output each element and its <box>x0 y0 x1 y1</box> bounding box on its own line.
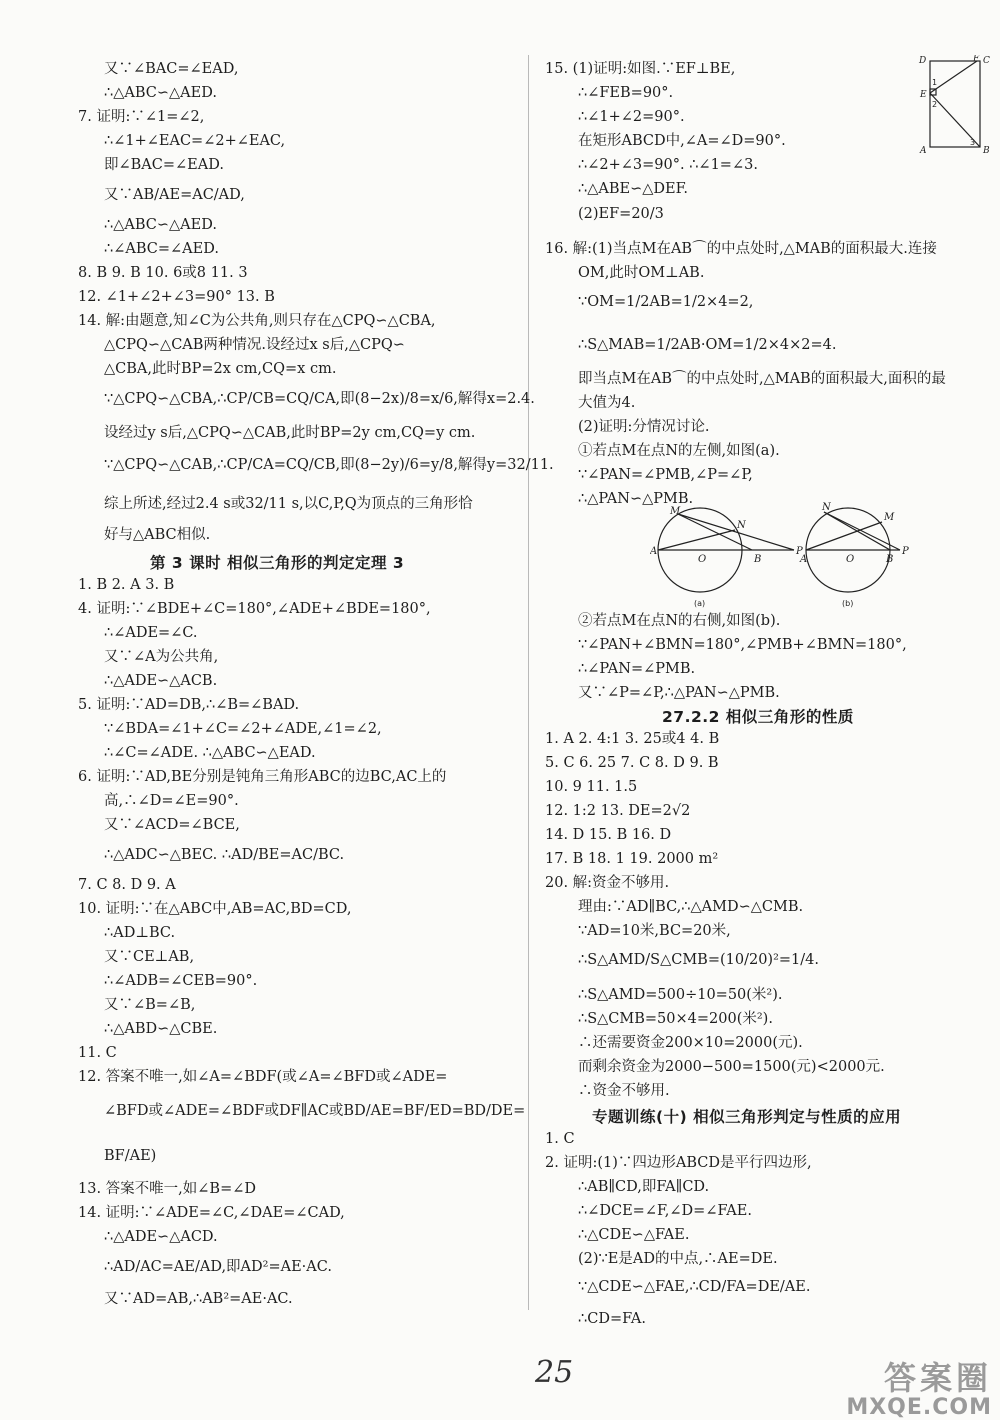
label-O-a: O <box>698 554 707 565</box>
text-line: ∴资金不够用. <box>578 1083 670 1099</box>
answer-line: 10. 9 11. 1.5 <box>545 779 638 795</box>
page-number: 25 <box>535 1355 574 1390</box>
caption-a: (a) <box>694 599 706 608</box>
text-line: ∴CD=FA. <box>578 1311 646 1327</box>
text-line: ∵∠PAN=∠PMB,∠P=∠P, <box>578 467 753 483</box>
text-line: △CBA,此时BP=2x cm,CQ=x cm. <box>104 361 337 377</box>
text-line: ∴AB∥CD,即FA∥CD. <box>578 1179 710 1195</box>
label-M-a: M <box>670 506 681 517</box>
text-line: 15. (1)证明:如图.∵EF⊥BE, <box>545 61 736 77</box>
text-line: 又∵∠P=∠P,∴△PAN∽△PMB. <box>578 685 780 701</box>
text-line: 14. 证明:∵∠ADE=∠C,∠DAE=∠CAD, <box>78 1205 345 1221</box>
answer-line: 17. B 18. 1 19. 2000 m² <box>545 851 719 867</box>
label-A-a: A <box>650 546 658 557</box>
text-line: 而剩余资金为2000−500=1500(元)<2000元. <box>578 1059 885 1075</box>
text-line: 12. 答案不唯一,如∠A=∠BDF(或∠A=∠BFD或∠ADE= <box>78 1069 448 1085</box>
circle-figures <box>650 502 910 612</box>
text-line: 即当点M在AB⌒的中点处时,△MAB的面积最大,面积的最 <box>578 371 946 387</box>
text-line: ∴△ADC∽△BEC. ∴AD/BE=AC/BC. <box>104 847 345 863</box>
label-B: B <box>983 146 990 155</box>
text-line: ∴S△MAB=1/2AB·OM=1/2×4×2=4. <box>578 337 837 353</box>
text-line: ∴△CDE∽△FAE. <box>578 1227 690 1243</box>
text-line: ∴△ABD∽△CBE. <box>104 1021 218 1037</box>
answer-line: 1. C <box>545 1131 575 1147</box>
rectangle-figure <box>915 55 995 155</box>
label-D: D <box>919 56 927 66</box>
text-line: (2)∵E是AD的中点,∴AE=DE. <box>578 1251 778 1267</box>
text-line: ∴∠ADE=∠C. <box>104 625 198 641</box>
text-line: 大值为4. <box>578 395 636 411</box>
text-line: △CPQ∽△CAB两种情况.设经过x s后,△CPQ∽ <box>104 337 405 353</box>
text-line: ∴还需要资金200×10=2000(元). <box>578 1035 803 1051</box>
watermark <box>846 1360 992 1420</box>
text-line: OM,此时OM⊥AB. <box>578 265 705 281</box>
text-line: 6. 证明:∵AD,BE分别是钝角三角形ABC的边BC,AC上的 <box>78 769 447 785</box>
label-P-a: P <box>796 546 803 557</box>
text-line: 理由:∵AD∥BC,∴△AMD∽△CMB. <box>578 899 804 915</box>
text-line: ∴△ADE∽△ACB. <box>104 673 218 689</box>
text-line: ∴△ABC∽△AED. <box>104 217 217 233</box>
text-line: 4. 证明:∵∠BDE+∠C=180°,∠ADE+∠BDE=180°, <box>78 601 431 617</box>
text-line: ∴∠ADB=∠CEB=90°. <box>104 973 258 989</box>
text-line: 5. 证明:∵AD=DB,∴∠B=∠BAD. <box>78 697 300 713</box>
text-line: ∴S△AMD=500÷10=50(米²). <box>578 987 783 1003</box>
answer-line: 5. C 6. 25 7. C 8. D 9. B <box>545 755 719 771</box>
text-line: ∵AD=10米,BC=20米, <box>578 923 731 939</box>
text-line: 又∵∠A为公共角, <box>104 649 219 665</box>
text-line: ∴△ABC∽△AED. <box>104 85 217 101</box>
text-line: ∴△ADE∽△ACD. <box>104 1229 218 1245</box>
text-line: ∴∠C=∠ADE. ∴△ABC∽△EAD. <box>104 745 316 761</box>
text-line: ∴∠DCE=∠F,∠D=∠FAE. <box>578 1203 752 1219</box>
text-line: ②若点M在点N的右侧,如图(b). <box>578 613 781 629</box>
text-line: 16. 解:(1)当点M在AB⌒的中点处时,△MAB的面积最大.连接 <box>545 241 937 257</box>
answer-line: 12. ∠1+∠2+∠3=90° 13. B <box>78 289 275 305</box>
answer-line: 12. 1:2 13. DE=2√2 <box>545 803 691 819</box>
label-3: 3 <box>970 138 976 147</box>
text-line: 综上所述,经过2.4 s或32/11 s,以C,P,Q为顶点的三角形恰 <box>104 496 473 512</box>
text-line: ∴∠2+∠3=90°. ∴∠1=∠3. <box>578 157 758 173</box>
text-line: 又∵AD=AB,∴AB²=AE·AC. <box>104 1291 293 1307</box>
column-divider <box>528 55 529 1310</box>
text-line: 又∵∠BAC=∠EAD, <box>104 61 239 77</box>
text-line: ∴AD⊥BC. <box>104 925 176 941</box>
text-line: ∵∠BDA=∠1+∠C=∠2+∠ADE,∠1=∠2, <box>104 721 382 737</box>
answer-line: 7. C 8. D 9. A <box>78 877 176 893</box>
label-B-b: B <box>886 554 894 565</box>
label-A-b: A <box>800 554 808 565</box>
text-line: 又∵CE⊥AB, <box>104 949 195 965</box>
label-C: C <box>983 56 990 66</box>
text-line: 又∵AB/AE=AC/AD, <box>104 187 245 203</box>
text-line: 高,∴∠D=∠E=90°. <box>104 793 239 809</box>
text-line: 13. 答案不唯一,如∠B=∠D <box>78 1181 257 1197</box>
text-line: 在矩形ABCD中,∠A=∠D=90°. <box>578 133 786 149</box>
text-line: ∴△PAN∽△PMB. <box>578 491 694 507</box>
text-line: ①若点M在点N的左侧,如图(a). <box>578 443 780 459</box>
text-line: 设经过y s后,△CPQ∽△CAB,此时BP=2y cm,CQ=y cm. <box>104 425 476 441</box>
caption-b: (b) <box>842 599 854 608</box>
watermark-text: 答案圈 <box>883 1359 992 1397</box>
watermark-url: MXQE.COM <box>846 1395 992 1420</box>
text-line: 即∠BAC=∠EAD. <box>104 157 224 173</box>
label-E: E <box>920 90 927 100</box>
answer-line: 8. B 9. B 10. 6或8 11. 3 <box>78 265 248 281</box>
label-F: F <box>973 55 980 64</box>
section-heading: 27.2.2 相似三角形的性质 <box>662 708 854 726</box>
label-A: A <box>920 146 927 155</box>
section-heading: 第 3 课时 相似三角形的判定定理 3 <box>150 554 405 572</box>
text-line: 10. 证明:∵在△ABC中,AB=AC,BD=CD, <box>78 901 352 917</box>
label-M-b: M <box>884 512 895 523</box>
label-2: 2 <box>932 100 938 109</box>
answer-line: 11. C <box>78 1045 117 1061</box>
label-N-a: N <box>737 520 746 531</box>
text-line: ∠BFD或∠ADE=∠BDF或DF∥AC或BD/AE=BF/ED=BD/DE= <box>104 1103 526 1119</box>
text-line: ∴S△AMD/S△CMB=(10/20)²=1/4. <box>578 952 819 968</box>
text-line: ∴∠ABC=∠AED. <box>104 241 219 257</box>
text-line: ∴∠1+∠EAC=∠2+∠EAC, <box>104 133 286 149</box>
text-line: ∴∠FEB=90°. <box>578 85 674 101</box>
text-line: ∴AD/AC=AE/AD,即AD²=AE·AC. <box>104 1259 332 1275</box>
section-heading: 专题训练(十) 相似三角形判定与性质的应用 <box>592 1108 902 1126</box>
answer-line: 1. B 2. A 3. B <box>78 577 175 593</box>
text-line: 好与△ABC相似. <box>104 527 211 543</box>
label-O-b: O <box>846 554 855 565</box>
answer-line: 1. A 2. 4:1 3. 25或4 4. B <box>545 731 720 747</box>
text-line: ∴△ABE∽△DEF. <box>578 181 689 197</box>
text-line: ∵△CPQ∽△CAB,∴CP/CA=CQ/CB,即(8−2y)/6=y/8,解得y=32/11. <box>104 457 554 473</box>
label-B-a: B <box>754 554 762 565</box>
text-line: (2)证明:分情况讨论. <box>578 419 710 435</box>
text-line: ∵△CDE∽△FAE,∴CD/FA=DE/AE. <box>578 1279 811 1295</box>
label-1: 1 <box>932 78 938 87</box>
text-line: ∴S△CMB=50×4=200(米²). <box>578 1011 773 1027</box>
text-line: ∴∠PAN=∠PMB. <box>578 661 696 677</box>
text-line: 又∵∠ACD=∠BCE, <box>104 817 240 833</box>
label-P-b: P <box>902 546 909 557</box>
text-line: 7. 证明:∵∠1=∠2, <box>78 109 205 125</box>
label-N-b: N <box>822 502 831 513</box>
text-line: 又∵∠B=∠B, <box>104 997 196 1013</box>
text-line: ∵OM=1/2AB=1/2×4=2, <box>578 294 754 310</box>
text-line: ∴∠1+∠2=90°. <box>578 109 685 125</box>
text-line: 14. 解:由题意,知∠C为公共角,则只存在△CPQ∽△CBA, <box>78 313 436 329</box>
answer-line: 14. D 15. B 16. D <box>545 827 672 843</box>
text-line: (2)EF=20/3 <box>578 206 664 222</box>
text-line: 2. 证明:(1)∵四边形ABCD是平行四边形, <box>545 1155 812 1171</box>
text-line: ∵△CPQ∽△CBA,∴CP/CB=CQ/CA,即(8−2x)/8=x/6,解得x=2.4. <box>104 391 535 407</box>
text-line: 20. 解:资金不够用. <box>545 875 670 891</box>
text-line: ∵∠PAN+∠BMN=180°,∠PMB+∠BMN=180°, <box>578 637 907 653</box>
text-line: BF/AE) <box>104 1148 157 1164</box>
